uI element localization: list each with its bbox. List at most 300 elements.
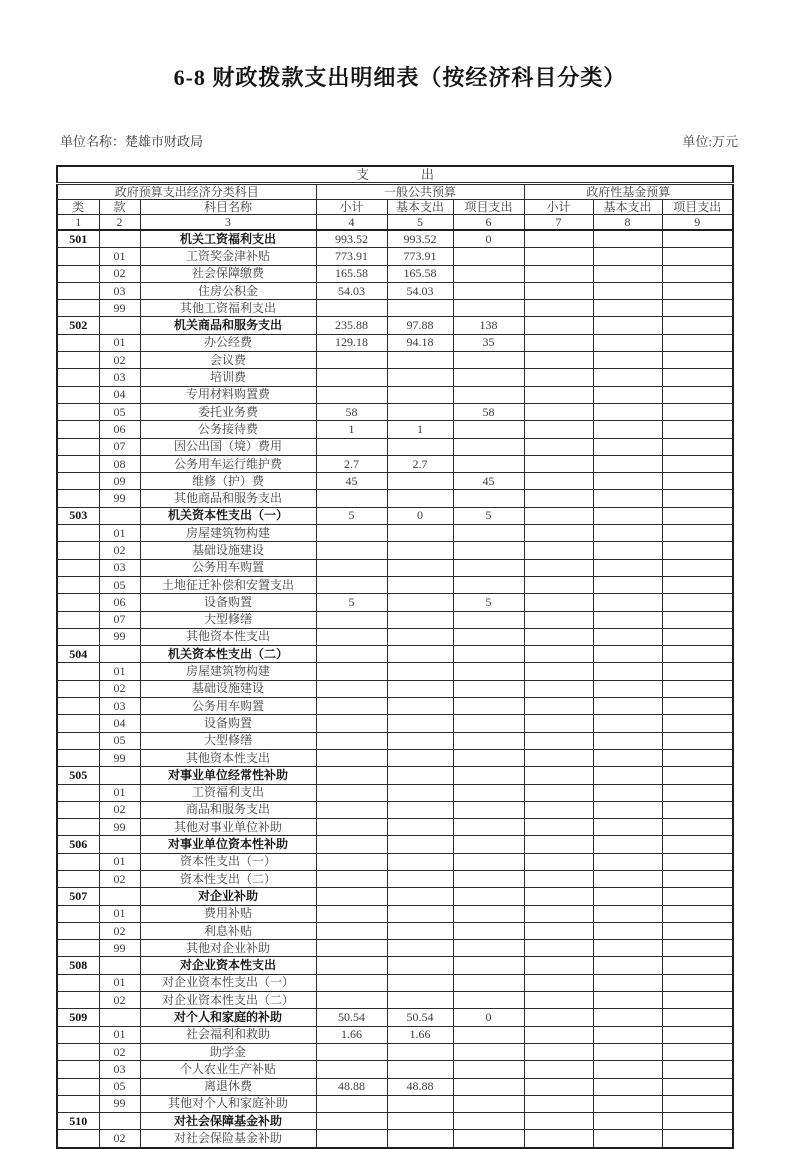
cell-public-subtotal: [316, 732, 387, 749]
cell-fund-subtotal: [524, 421, 593, 438]
cell-item-code: 03: [99, 369, 140, 386]
cell-public-basic: 773.91: [387, 248, 453, 265]
cell-public-project: [453, 680, 524, 697]
cell-class-code: [57, 1078, 99, 1095]
cell-public-basic: 50.54: [387, 1009, 453, 1026]
cell-item-code: [99, 1113, 140, 1130]
cell-subject-name: 公务用车购置: [140, 698, 316, 715]
cell-fund-subtotal: [524, 455, 593, 472]
cell-public-project: [453, 455, 524, 472]
cell-item-code: 99: [99, 749, 140, 766]
cell-public-basic: [387, 1130, 453, 1148]
cell-fund-subtotal: [524, 1061, 593, 1078]
cell-fund-basic: [593, 525, 662, 542]
table-row: [57, 1130, 733, 1148]
expenditure-table: [56, 165, 734, 1149]
cell-class-code: [57, 352, 99, 369]
cell-fund-subtotal: [524, 403, 593, 420]
header-group-subject: 政府预算支出经济分类科目: [57, 184, 316, 200]
cell-public-basic: [387, 749, 453, 766]
cell-fund-project: [662, 905, 733, 922]
cell-public-project: [453, 1095, 524, 1112]
cell-class-code: [57, 628, 99, 645]
header-num-9: 9: [662, 215, 733, 231]
cell-public-basic: [387, 576, 453, 593]
cell-public-basic: [387, 853, 453, 870]
cell-fund-project: [662, 940, 733, 957]
cell-class-code: [57, 715, 99, 732]
table-row: [57, 594, 733, 611]
cell-public-project: 5: [453, 507, 524, 524]
cell-item-code: 05: [99, 1078, 140, 1095]
cell-item-code: [99, 836, 140, 853]
cell-fund-basic: [593, 386, 662, 403]
table-row: [57, 715, 733, 732]
cell-class-code: [57, 698, 99, 715]
cell-class-code: 505: [57, 767, 99, 784]
cell-fund-subtotal: [524, 352, 593, 369]
cell-fund-project: [662, 992, 733, 1009]
cell-public-project: [453, 611, 524, 628]
cell-fund-basic: [593, 300, 662, 317]
table-row: [57, 352, 733, 369]
header-col-lei: 类: [57, 200, 99, 215]
cell-fund-project: [662, 594, 733, 611]
cell-fund-subtotal: [524, 628, 593, 645]
cell-class-code: [57, 801, 99, 818]
cell-class-code: 502: [57, 317, 99, 334]
cell-public-subtotal: [316, 490, 387, 507]
cell-fund-subtotal: [524, 940, 593, 957]
cell-public-project: 138: [453, 317, 524, 334]
cell-item-code: 02: [99, 1043, 140, 1060]
cell-fund-basic: [593, 940, 662, 957]
cell-class-code: 510: [57, 1113, 99, 1130]
cell-public-basic: [387, 940, 453, 957]
cell-fund-project: [662, 282, 733, 299]
cell-subject-name: 助学金: [140, 1043, 316, 1060]
cell-public-subtotal: 1.66: [316, 1026, 387, 1043]
cell-fund-project: [662, 559, 733, 576]
cell-fund-project: [662, 870, 733, 887]
cell-class-code: [57, 559, 99, 576]
cell-fund-basic: [593, 784, 662, 801]
cell-subject-name: 对社会保险基金补助: [140, 1130, 316, 1148]
cell-fund-project: [662, 836, 733, 853]
cell-fund-project: [662, 317, 733, 334]
table-row: [57, 870, 733, 887]
cell-subject-name: 大型修缮: [140, 732, 316, 749]
cell-fund-basic: [593, 1009, 662, 1026]
cell-fund-basic: [593, 974, 662, 991]
cell-fund-subtotal: [524, 265, 593, 282]
cell-fund-project: [662, 386, 733, 403]
cell-item-code: 03: [99, 1061, 140, 1078]
table-row: [57, 1043, 733, 1060]
table-row: [57, 663, 733, 680]
cell-public-subtotal: [316, 1043, 387, 1060]
cell-public-subtotal: [316, 836, 387, 853]
cell-fund-basic: [593, 1061, 662, 1078]
cell-fund-project: [662, 1009, 733, 1026]
cell-fund-basic: [593, 1078, 662, 1095]
cell-fund-subtotal: [524, 888, 593, 905]
cell-class-code: [57, 386, 99, 403]
cell-class-code: [57, 1095, 99, 1112]
cell-public-project: [453, 663, 524, 680]
cell-item-code: 05: [99, 576, 140, 593]
header-num-3: 3: [140, 215, 316, 231]
cell-fund-project: [662, 819, 733, 836]
cell-subject-name: 公务用车购置: [140, 559, 316, 576]
cell-fund-basic: [593, 455, 662, 472]
cell-fund-subtotal: [524, 732, 593, 749]
table-row: [57, 403, 733, 420]
cell-public-project: [453, 801, 524, 818]
table-row: [57, 801, 733, 818]
cell-subject-name: 会议费: [140, 352, 316, 369]
header-col-basic-2: 基本支出: [593, 200, 662, 215]
cell-item-code: 01: [99, 334, 140, 351]
cell-fund-basic: [593, 888, 662, 905]
cell-fund-project: [662, 352, 733, 369]
cell-class-code: [57, 542, 99, 559]
cell-public-project: [453, 767, 524, 784]
table-row: [57, 455, 733, 472]
cell-item-code: 99: [99, 940, 140, 957]
cell-fund-subtotal: [524, 749, 593, 766]
cell-fund-subtotal: [524, 1009, 593, 1026]
cell-public-project: [453, 905, 524, 922]
cell-class-code: [57, 1130, 99, 1148]
cell-item-code: 99: [99, 819, 140, 836]
cell-fund-basic: [593, 715, 662, 732]
cell-fund-subtotal: [524, 646, 593, 663]
cell-fund-subtotal: [524, 905, 593, 922]
cell-public-project: [453, 386, 524, 403]
table-row: [57, 559, 733, 576]
cell-subject-name: 基础设施建设: [140, 542, 316, 559]
cell-class-code: 507: [57, 888, 99, 905]
table-row: [57, 628, 733, 645]
cell-fund-subtotal: [524, 784, 593, 801]
cell-public-basic: [387, 663, 453, 680]
cell-subject-name: 对企业资本性支出（二）: [140, 992, 316, 1009]
cell-item-code: 04: [99, 386, 140, 403]
cell-item-code: 06: [99, 594, 140, 611]
cell-public-project: 0: [453, 1009, 524, 1026]
header-col-subject-name: 科目名称: [140, 200, 316, 215]
cell-fund-subtotal: [524, 1043, 593, 1060]
table-row: [57, 248, 733, 265]
cell-fund-project: [662, 421, 733, 438]
cell-subject-name: 大型修缮: [140, 611, 316, 628]
cell-subject-name: 机关资本性支出（二）: [140, 646, 316, 663]
cell-public-basic: [387, 352, 453, 369]
cell-public-basic: [387, 957, 453, 974]
cell-public-project: [453, 698, 524, 715]
cell-public-subtotal: [316, 663, 387, 680]
cell-public-project: [453, 646, 524, 663]
cell-subject-name: 对事业单位资本性补助: [140, 836, 316, 853]
cell-public-basic: [387, 369, 453, 386]
cell-fund-subtotal: [524, 819, 593, 836]
unit-name-label: 单位名称：楚雄市财政局: [60, 134, 204, 149]
cell-class-code: [57, 749, 99, 766]
cell-fund-subtotal: [524, 317, 593, 334]
cell-public-project: [453, 628, 524, 645]
cell-subject-name: 社会保障缴费: [140, 265, 316, 282]
cell-fund-basic: [593, 853, 662, 870]
table-row-section: [57, 507, 733, 524]
cell-public-project: [453, 819, 524, 836]
cell-subject-name: 维修（护）费: [140, 473, 316, 490]
cell-fund-basic: [593, 698, 662, 715]
header-group-fund-budget: 政府性基金预算: [524, 184, 733, 200]
cell-public-project: [453, 1130, 524, 1148]
header-row-groups: [57, 184, 733, 200]
cell-fund-project: [662, 801, 733, 818]
header-row-top: [57, 166, 733, 184]
cell-public-subtotal: [316, 784, 387, 801]
table-row: [57, 542, 733, 559]
cell-item-code: 03: [99, 282, 140, 299]
cell-fund-project: [662, 576, 733, 593]
cell-fund-basic: [593, 628, 662, 645]
cell-fund-subtotal: [524, 698, 593, 715]
cell-class-code: [57, 819, 99, 836]
header-num-1: 1: [57, 215, 99, 231]
cell-fund-project: [662, 767, 733, 784]
cell-subject-name: 其他对企业补助: [140, 940, 316, 957]
cell-public-subtotal: [316, 576, 387, 593]
table-row: [57, 421, 733, 438]
cell-public-basic: 1: [387, 421, 453, 438]
cell-fund-subtotal: [524, 334, 593, 351]
cell-item-code: [99, 230, 140, 248]
cell-subject-name: 资本性支出（一）: [140, 853, 316, 870]
header-col-subtotal-1: 小计: [316, 200, 387, 215]
table-row: [57, 473, 733, 490]
cell-fund-project: [662, 888, 733, 905]
cell-public-basic: [387, 1095, 453, 1112]
table-row-section: [57, 1113, 733, 1130]
cell-public-basic: [387, 438, 453, 455]
table-row: [57, 940, 733, 957]
cell-public-project: [453, 1026, 524, 1043]
cell-public-basic: [387, 715, 453, 732]
cell-subject-name: 对事业单位经常性补助: [140, 767, 316, 784]
cell-public-basic: [387, 403, 453, 420]
cell-public-subtotal: 773.91: [316, 248, 387, 265]
cell-public-basic: [387, 732, 453, 749]
cell-fund-subtotal: [524, 1078, 593, 1095]
cell-subject-name: 其他对事业单位补助: [140, 819, 316, 836]
cell-item-code: 02: [99, 265, 140, 282]
header-expenditure: 支 出: [57, 166, 733, 184]
cell-fund-project: [662, 1113, 733, 1130]
cell-class-code: [57, 300, 99, 317]
table-row: [57, 819, 733, 836]
header-col-basic-1: 基本支出: [387, 200, 453, 215]
cell-fund-subtotal: [524, 438, 593, 455]
cell-fund-basic: [593, 680, 662, 697]
cell-fund-subtotal: [524, 559, 593, 576]
cell-public-subtotal: [316, 300, 387, 317]
cell-item-code: 02: [99, 680, 140, 697]
cell-item-code: 03: [99, 559, 140, 576]
header-col-kuan: 款: [99, 200, 140, 215]
cell-subject-name: 费用补贴: [140, 905, 316, 922]
cell-fund-subtotal: [524, 576, 593, 593]
cell-class-code: [57, 282, 99, 299]
cell-subject-name: 对个人和家庭的补助: [140, 1009, 316, 1026]
cell-public-subtotal: 58: [316, 403, 387, 420]
cell-fund-project: [662, 265, 733, 282]
table-row: [57, 1095, 733, 1112]
cell-public-subtotal: [316, 369, 387, 386]
cell-public-project: [453, 490, 524, 507]
cell-subject-name: 工资奖金津补贴: [140, 248, 316, 265]
cell-fund-basic: [593, 542, 662, 559]
cell-class-code: 503: [57, 507, 99, 524]
cell-fund-project: [662, 542, 733, 559]
cell-public-basic: 165.58: [387, 265, 453, 282]
cell-public-project: [453, 853, 524, 870]
cell-public-subtotal: [316, 525, 387, 542]
cell-subject-name: 房屋建筑物构建: [140, 525, 316, 542]
cell-public-project: [453, 542, 524, 559]
cell-fund-subtotal: [524, 680, 593, 697]
cell-subject-name: 对社会保障基金补助: [140, 1113, 316, 1130]
cell-item-code: [99, 957, 140, 974]
cell-class-code: [57, 455, 99, 472]
cell-public-subtotal: 45: [316, 473, 387, 490]
cell-fund-subtotal: [524, 801, 593, 818]
cell-public-basic: [387, 1113, 453, 1130]
cell-public-project: 35: [453, 334, 524, 351]
cell-subject-name: 房屋建筑物构建: [140, 663, 316, 680]
cell-subject-name: 商品和服务支出: [140, 801, 316, 818]
cell-class-code: 504: [57, 646, 99, 663]
cell-class-code: 501: [57, 230, 99, 248]
cell-class-code: [57, 870, 99, 887]
table-row: [57, 525, 733, 542]
cell-subject-name: 专用材料购置费: [140, 386, 316, 403]
table-row: [57, 490, 733, 507]
cell-subject-name: 其他商品和服务支出: [140, 490, 316, 507]
cell-fund-basic: [593, 836, 662, 853]
table-row: [57, 369, 733, 386]
cell-public-project: [453, 300, 524, 317]
cell-subject-name: 设备购置: [140, 594, 316, 611]
cell-class-code: [57, 611, 99, 628]
cell-public-subtotal: 48.88: [316, 1078, 387, 1095]
cell-public-basic: [387, 784, 453, 801]
cell-item-code: 01: [99, 248, 140, 265]
cell-class-code: [57, 663, 99, 680]
cell-class-code: [57, 369, 99, 386]
cell-item-code: 02: [99, 542, 140, 559]
cell-fund-basic: [593, 663, 662, 680]
cell-public-basic: [387, 559, 453, 576]
cell-public-subtotal: [316, 870, 387, 887]
cell-public-basic: [387, 300, 453, 317]
cell-fund-basic: [593, 1130, 662, 1148]
cell-class-code: [57, 438, 99, 455]
cell-public-subtotal: [316, 559, 387, 576]
table-row: [57, 974, 733, 991]
cell-item-code: 01: [99, 784, 140, 801]
cell-fund-basic: [593, 403, 662, 420]
cell-public-project: [453, 559, 524, 576]
cell-fund-subtotal: [524, 369, 593, 386]
cell-class-code: [57, 784, 99, 801]
cell-subject-name: 对企业资本性支出: [140, 957, 316, 974]
cell-public-subtotal: [316, 352, 387, 369]
cell-subject-name: 委托业务费: [140, 403, 316, 420]
cell-fund-basic: [593, 1026, 662, 1043]
cell-fund-basic: [593, 473, 662, 490]
table-row: [57, 386, 733, 403]
cell-public-project: [453, 1043, 524, 1060]
cell-subject-name: 因公出国（境）费用: [140, 438, 316, 455]
cell-public-project: [453, 749, 524, 766]
cell-class-code: [57, 334, 99, 351]
cell-public-basic: [387, 698, 453, 715]
cell-fund-project: [662, 663, 733, 680]
cell-fund-basic: [593, 922, 662, 939]
cell-fund-subtotal: [524, 230, 593, 248]
cell-public-project: [453, 974, 524, 991]
cell-public-subtotal: [316, 386, 387, 403]
cell-class-code: [57, 1043, 99, 1060]
cell-subject-name: 利息补贴: [140, 922, 316, 939]
cell-item-code: [99, 888, 140, 905]
cell-class-code: [57, 992, 99, 1009]
cell-class-code: [57, 473, 99, 490]
cell-class-code: [57, 680, 99, 697]
cell-fund-subtotal: [524, 1130, 593, 1148]
cell-public-subtotal: 50.54: [316, 1009, 387, 1026]
table-row: [57, 922, 733, 939]
table-row: [57, 576, 733, 593]
cell-class-code: [57, 853, 99, 870]
cell-fund-project: [662, 784, 733, 801]
cell-public-basic: [387, 628, 453, 645]
cell-public-project: [453, 715, 524, 732]
cell-item-code: 08: [99, 455, 140, 472]
cell-subject-name: 机关工资福利支出: [140, 230, 316, 248]
cell-public-project: [453, 282, 524, 299]
cell-public-basic: [387, 473, 453, 490]
table-row: [57, 334, 733, 351]
cell-fund-project: [662, 715, 733, 732]
cell-public-basic: [387, 974, 453, 991]
cell-class-code: [57, 248, 99, 265]
cell-fund-subtotal: [524, 248, 593, 265]
cell-class-code: [57, 594, 99, 611]
cell-public-subtotal: [316, 715, 387, 732]
cell-public-basic: [387, 646, 453, 663]
table-row-section: [57, 646, 733, 663]
cell-subject-name: 住房公积金: [140, 282, 316, 299]
cell-public-basic: [387, 1043, 453, 1060]
cell-fund-project: [662, 507, 733, 524]
cell-fund-subtotal: [524, 282, 593, 299]
cell-subject-name: 其他工资福利支出: [140, 300, 316, 317]
cell-fund-basic: [593, 957, 662, 974]
